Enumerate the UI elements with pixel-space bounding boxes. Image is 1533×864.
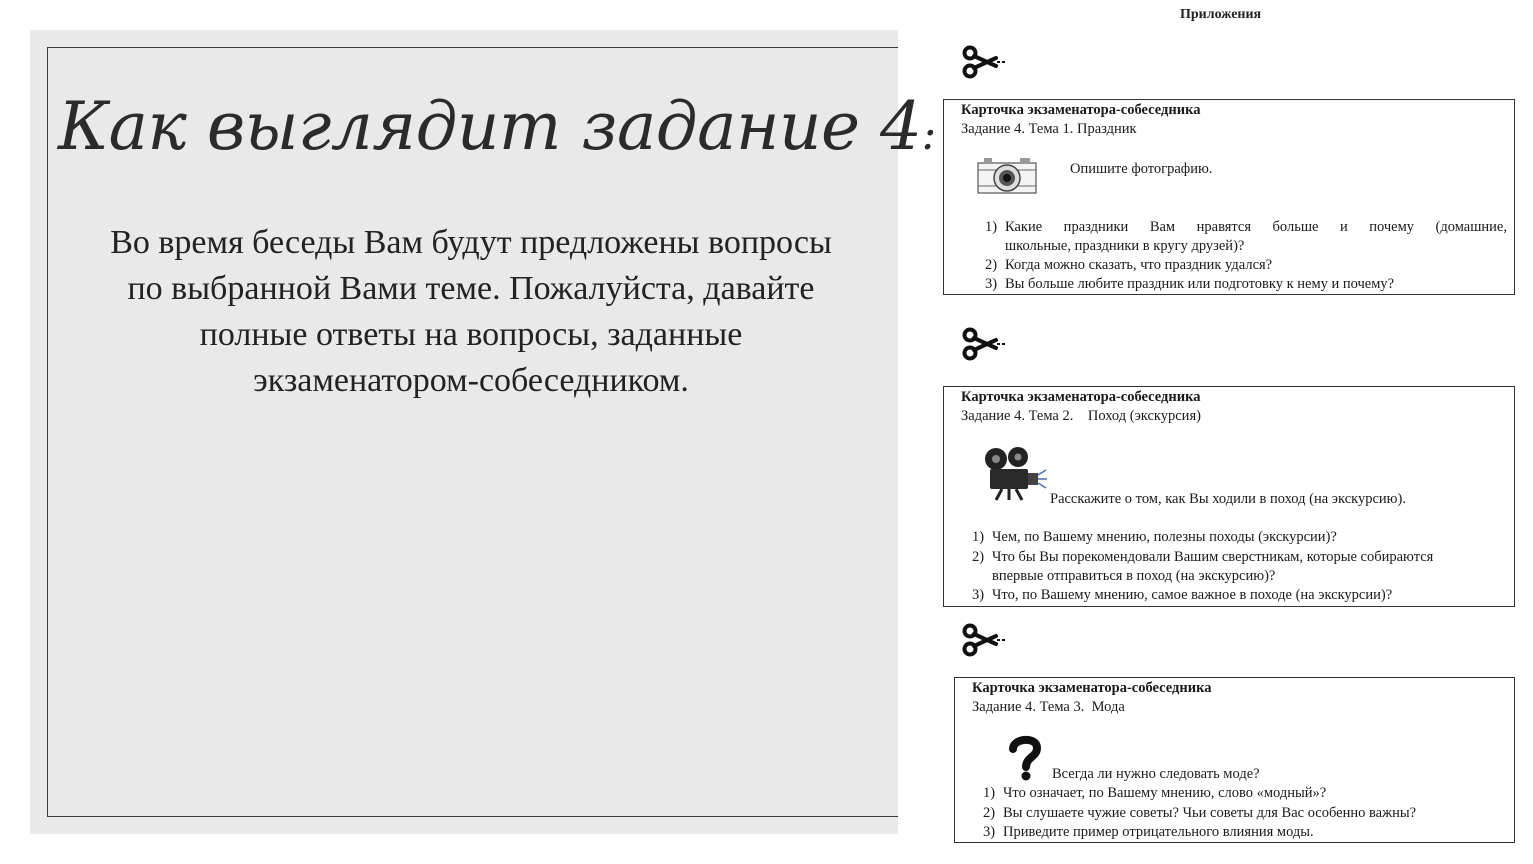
question-number: 3) (983, 824, 996, 840)
question-1-text-line-2: школьные, праздники в кругу друзей)? (1005, 238, 1245, 254)
question-2 (972, 549, 1433, 566)
examiner-card-theme-2 (943, 386, 1515, 607)
question-mark-icon (1005, 735, 1045, 781)
examiner-card-theme-1 (943, 99, 1515, 295)
question-number: 3) (985, 276, 998, 292)
question-1 (985, 219, 1005, 236)
question-text: Что означает, по Вашему мнению, слово «модный»? (1003, 785, 1327, 801)
question-number: 2) (972, 549, 985, 565)
question-3 (983, 824, 1314, 841)
card-prompt: Расскажите о том, как Вы ходили в поход (на экскурсию). (1050, 491, 1406, 507)
question-text: Вы больше любите праздник или подготовку к нему и почему? (1005, 276, 1395, 292)
slide-body-line: полные ответы на вопросы, заданные (199, 316, 743, 353)
question-number: 1) (983, 785, 996, 801)
card-subtitle: Задание 4. Тема 1. Праздник (961, 121, 1137, 137)
question-2 (983, 805, 1416, 822)
question-3 (985, 276, 1394, 293)
question-text: Когда можно сказать, что праздник удался? (1005, 257, 1273, 273)
card-title: Карточка экзаменатора-собеседника (961, 389, 1201, 405)
scissors-icon (962, 326, 1008, 362)
examiner-card-theme-3 (954, 677, 1515, 843)
question-number: 2) (983, 805, 996, 821)
question-number: 2) (985, 257, 998, 273)
question-2-text-line-2: впервые отправиться в поход (на экскурсию)? (992, 568, 1276, 584)
question-1-text-line-1: Какие праздники Вам нравятся больше и почему (домашние, (1005, 219, 1507, 235)
slide-body-line: экзаменатором-собеседником. (253, 362, 689, 399)
card-title: Карточка экзаменатора-собеседника (961, 102, 1201, 118)
slide-title-colon: : (921, 109, 936, 160)
question-text-line-1: Что бы Вы порекомендовали Вашим сверстникам, которые собираются (992, 549, 1434, 565)
slide-body-line: Во время беседы Вам будут предложены вопросы (110, 224, 832, 261)
question-number: 1) (972, 529, 985, 545)
film-camera-icon (982, 445, 1048, 501)
question-text: Приведите пример отрицательного влияния моды. (1003, 824, 1314, 840)
question-number: 3) (972, 587, 985, 603)
card-prompt: Опишите фотографию. (1070, 161, 1213, 177)
scissors-icon (962, 622, 1008, 658)
slide-title (58, 88, 936, 165)
card-prompt: Всегда ли нужно следовать моде? (1052, 766, 1260, 782)
question-1 (983, 785, 1326, 802)
question-2 (985, 257, 1272, 274)
question-number: 1) (985, 219, 998, 235)
scissors-icon (962, 44, 1008, 80)
question-1 (972, 529, 1337, 546)
slide-body (50, 220, 892, 404)
question-text: Вы слушаете чужие советы? Чьи советы для Вас особенно важны? (1003, 805, 1417, 821)
card-subtitle: Задание 4. Тема 3. Мода (972, 699, 1125, 715)
question-3 (972, 587, 1392, 604)
card-title: Карточка экзаменатора-собеседника (972, 680, 1212, 696)
camera-icon (976, 155, 1038, 197)
slide-body-line: по выбранной Вами теме. Пожалуйста, давайте (127, 270, 815, 307)
card-subtitle: Задание 4. Тема 2. Поход (экскурсия) (961, 408, 1201, 424)
question-text: Чем, по Вашему мнению, полезны походы (экскурсии)? (992, 529, 1337, 545)
question-text: Что, по Вашему мнению, самое важное в походе (на экскурсии)? (992, 587, 1393, 603)
document-header: Приложения (1180, 7, 1262, 22)
slide-title-text: Как выглядит задание 4 (58, 88, 922, 165)
